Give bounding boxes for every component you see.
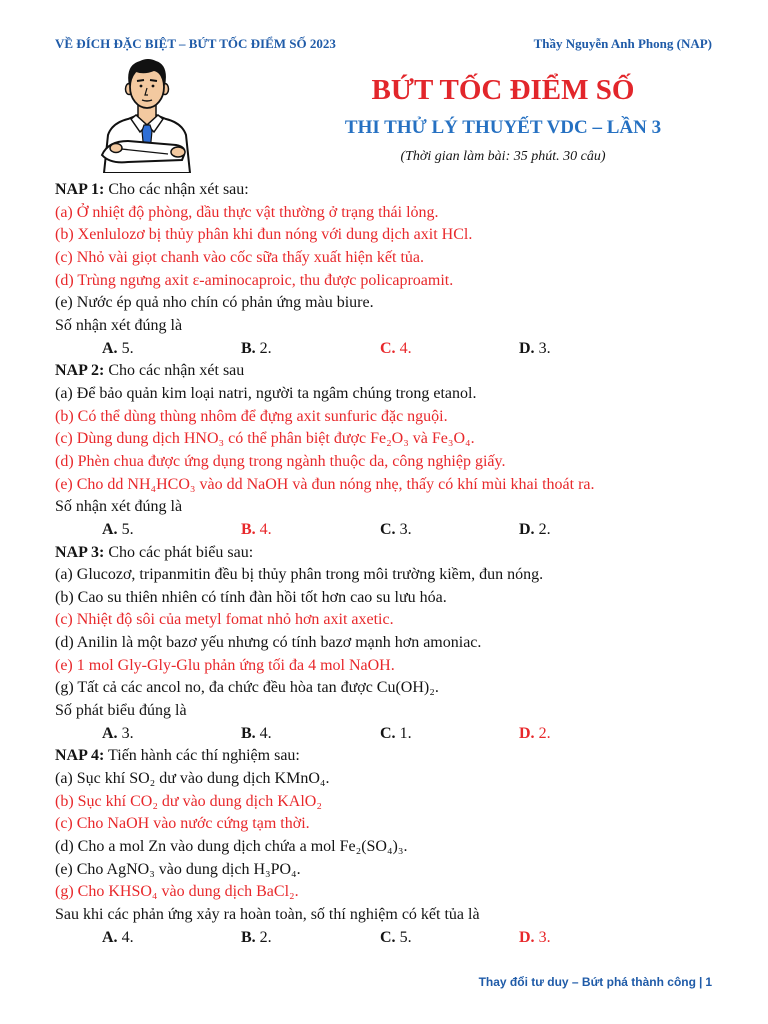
page-header xyxy=(55,35,712,53)
question-label: NAP 1: xyxy=(55,181,105,198)
option-value: 2. xyxy=(259,928,272,946)
question-stem-text: Cho các nhận xét sau xyxy=(108,362,245,380)
option-letter: A. xyxy=(102,339,118,357)
option-b xyxy=(241,519,380,542)
statement-c: (c) Dùng dung dịch HNO₃ có thể phân biệt được Fe₂O₃ và Fe₃O₄. xyxy=(55,430,475,448)
experiment-e: (e) Cho AgNO₃ vào dung dịch H₃PO₄. xyxy=(55,860,301,878)
statement-g: (g) Tất cả các ancol no, đa chức đều hòa tan được Cu(OH)₂. xyxy=(55,679,439,697)
answer-options xyxy=(55,723,745,746)
header-series-title: VỀ ĐÍCH ĐẶC BIỆT – BỨT TỐC ĐIỂM SỐ 2023 xyxy=(55,36,336,51)
question-stem xyxy=(55,179,745,202)
option-letter: C. xyxy=(380,520,396,538)
option-value: 2. xyxy=(259,339,272,357)
option-value: 4. xyxy=(259,724,272,742)
question-nap-2 xyxy=(55,360,745,541)
statement-b: (b) Có thể dùng thùng nhôm để đựng axit sunfuric đặc nguội. xyxy=(55,407,448,425)
question-prompt: Số phát biểu đúng là xyxy=(55,702,187,720)
option-d xyxy=(519,927,658,950)
answer-options xyxy=(55,519,745,542)
question-label: NAP 2: xyxy=(55,362,105,380)
option-letter: D. xyxy=(519,520,535,538)
question-prompt: Số nhận xét đúng là xyxy=(55,498,183,516)
footer-slogan: Thay đổi tư duy – Bứt phá thành công xyxy=(478,975,696,989)
option-letter: C. xyxy=(380,928,396,946)
question-label: NAP 3: xyxy=(55,543,105,561)
option-letter: B. xyxy=(241,724,256,742)
option-value: 5. xyxy=(121,520,134,538)
experiment-b: (b) Sục khí CO₂ dư vào dung dịch KAlO₂ xyxy=(55,792,322,810)
option-a xyxy=(102,723,241,746)
question-nap-1 xyxy=(55,179,745,360)
option-letter: A. xyxy=(102,724,118,742)
option-value: 5. xyxy=(121,339,134,357)
question-prompt: Sau khi các phản ứng xảy ra hoàn toàn, số thí nghiệm có kết tủa là xyxy=(55,906,480,923)
question-stem xyxy=(55,745,745,768)
option-c xyxy=(380,927,519,950)
footer-separator: | xyxy=(698,975,703,989)
exam-subtitle: THI THỬ LÝ THUYẾT VDC – LẦN 3 xyxy=(344,117,662,138)
page-footer xyxy=(479,975,712,989)
experiment-g: (g) Cho KHSO₄ vào dung dịch BaCl₂. xyxy=(55,883,299,901)
option-value: 3. xyxy=(121,724,134,742)
option-letter: D. xyxy=(519,928,535,946)
statement-a: (a) Để bảo quản kim loại natri, người ta ngâm chúng trong etanol. xyxy=(55,384,477,402)
option-letter: B. xyxy=(241,928,256,946)
option-value: 2. xyxy=(538,520,551,538)
question-stem xyxy=(55,360,745,383)
statement-b: (b) Cao su thiên nhiên có tính đàn hồi tốt hơn cao su lưu hóa. xyxy=(55,588,447,606)
option-a xyxy=(102,338,241,361)
question-nap-3 xyxy=(55,542,745,746)
option-letter: D. xyxy=(519,339,535,357)
option-value: 5. xyxy=(399,928,412,946)
option-letter: D. xyxy=(519,724,535,742)
question-stem xyxy=(55,542,745,565)
statement-d: (d) Anilin là một bazơ yếu nhưng có tính bazơ mạnh hơn amoniac. xyxy=(55,634,482,652)
statement-e: (e) Nước ép quả nho chín có phản ứng màu biure. xyxy=(55,294,374,312)
question-stem-text: Cho các nhận xét sau: xyxy=(108,181,249,198)
option-c xyxy=(380,338,519,361)
teacher-cartoon-icon xyxy=(98,55,196,173)
option-letter: B. xyxy=(241,520,256,538)
question-label: NAP 4: xyxy=(55,747,105,765)
option-b xyxy=(241,723,380,746)
header-author: Thầy Nguyễn Anh Phong (NAP) xyxy=(533,36,712,51)
option-value: 3. xyxy=(538,339,551,357)
option-c xyxy=(380,723,519,746)
statement-d: (d) Trùng ngưng axit ε-aminocaproic, thu được policaproamit. xyxy=(55,271,454,289)
option-a xyxy=(102,927,241,950)
option-c xyxy=(380,519,519,542)
answer-options xyxy=(55,927,745,950)
question-list xyxy=(55,179,745,949)
experiment-d: (d) Cho a mol Zn vào dung dịch chứa a mol Fe₂(SO₄)₃. xyxy=(55,838,408,856)
statement-c: (c) Nhiệt độ sôi của metyl fomat nhỏ hơn axit axetic. xyxy=(55,611,394,629)
statement-a: (a) Glucozơ, tripanmitin đều bị thủy phân trong môi trường kiềm, đun nóng. xyxy=(55,566,544,584)
statement-a: (a) Ở nhiệt độ phòng, dầu thực vật thường ở trạng thái lỏng. xyxy=(55,203,439,221)
statement-b: (b) Xenlulozơ bị thủy phân khi đun nóng với dung dịch axit HCl. xyxy=(55,226,473,244)
experiment-a: (a) Sục khí SO₂ dư vào dung dịch KMnO₄. xyxy=(55,770,330,788)
option-value: 2. xyxy=(538,724,551,742)
option-d xyxy=(519,519,658,542)
question-nap-4 xyxy=(55,745,745,949)
option-value: 3. xyxy=(538,928,551,946)
option-value: 4. xyxy=(399,339,412,357)
statement-d: (d) Phèn chua được ứng dụng trong ngành thuộc da, công nghiệp giấy. xyxy=(55,452,506,470)
option-letter: B. xyxy=(241,339,256,357)
option-letter: C. xyxy=(380,339,396,357)
option-d xyxy=(519,338,658,361)
option-value: 4. xyxy=(121,928,134,946)
option-letter: A. xyxy=(102,520,118,538)
option-letter: C. xyxy=(380,724,396,742)
option-a xyxy=(102,519,241,542)
option-value: 4. xyxy=(259,520,272,538)
answer-options xyxy=(55,338,745,361)
exam-time-note: (Thời gian làm bài: 35 phút. 30 câu) xyxy=(400,149,606,164)
option-value: 3. xyxy=(399,520,412,538)
exam-title: BỨT TỐC ĐIỂM SỐ xyxy=(371,74,635,106)
question-stem-text: Cho các phát biểu sau: xyxy=(108,543,254,561)
statement-e: (e) Cho dd NH₄HCO₃ vào dd NaOH và đun nóng nhẹ, thấy có khí mùi khai thoát ra. xyxy=(55,475,595,493)
page-number: 1 xyxy=(705,975,712,989)
option-b xyxy=(241,338,380,361)
question-prompt: Số nhận xét đúng là xyxy=(55,316,183,334)
statement-c: (c) Nhỏ vài giọt chanh vào cốc sữa thấy xuất hiện kết tủa. xyxy=(55,248,424,266)
statement-e: (e) 1 mol Gly-Gly-Glu phản ứng tối đa 4 mol NaOH. xyxy=(55,656,395,674)
option-d xyxy=(519,723,658,746)
option-b xyxy=(241,927,380,950)
question-stem-text: Tiến hành các thí nghiệm sau: xyxy=(108,747,300,765)
option-letter: A. xyxy=(102,928,118,946)
experiment-c: (c) Cho NaOH vào nước cứng tạm thời. xyxy=(55,815,310,833)
option-value: 1. xyxy=(399,724,412,742)
